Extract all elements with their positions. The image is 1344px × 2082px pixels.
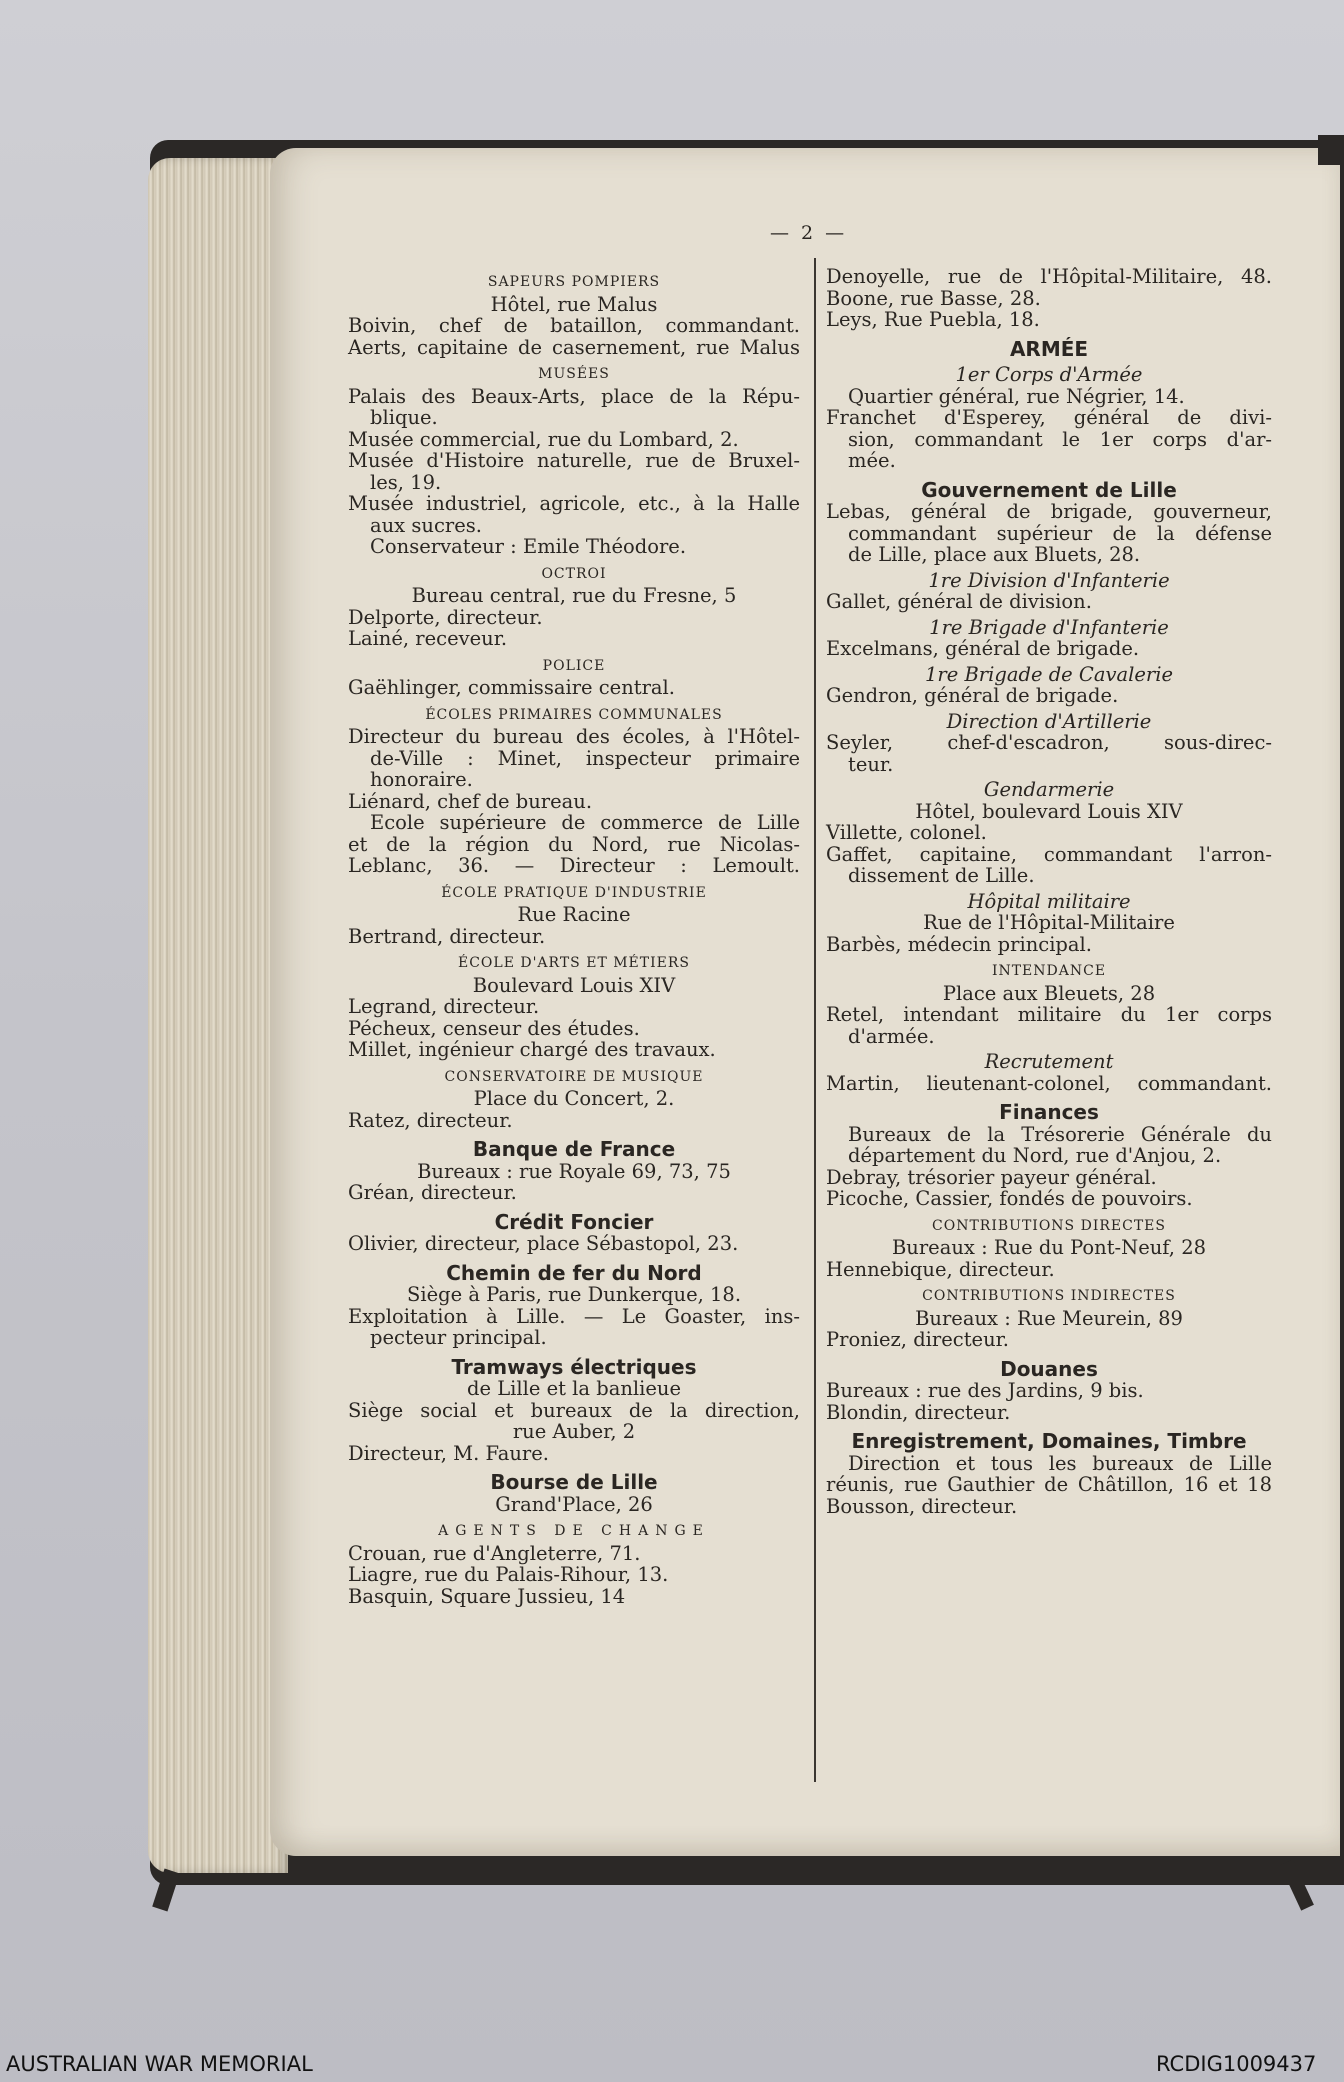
left-column-line: de Lille et la banlieue xyxy=(466,1377,682,1400)
right-column-line: Franchet d'Esperey, général de divi- xyxy=(826,406,1272,429)
left-column-line: Gaëhlinger, commissaire central. xyxy=(348,676,675,699)
left-column-line: Tramways électriques xyxy=(451,1354,697,1379)
right-column-line: Rue de l'Hôpital-Militaire xyxy=(923,911,1175,934)
left-column-line: Exploitation à Lille. — Le Goaster, ins- xyxy=(348,1304,800,1328)
left-column-line: Millet, ingénieur chargé des travaux. xyxy=(348,1038,716,1061)
right-column-line: Excelmans, général de brigade. xyxy=(826,637,1140,660)
right-column-line: Retel, intendant militaire du 1er corps xyxy=(826,1003,1272,1026)
left-column-line: OCTROI xyxy=(541,565,607,582)
right-column-line: 1er Corps d'Armée xyxy=(955,363,1143,386)
right-column-line: Villette, colonel. xyxy=(826,821,987,844)
left-column-line: blique. xyxy=(370,406,438,429)
left-column-line: Gréan, directeur. xyxy=(348,1181,517,1204)
left-column-line: Directeur du bureau des écoles, à l'Hôtel- xyxy=(348,725,800,748)
left-column-line: ÉCOLE D'ARTS ET MÉTIERS xyxy=(457,955,690,971)
right-column-line: dissement de Lille. xyxy=(848,864,1035,887)
left-column-line: Rue Racine xyxy=(517,903,631,926)
right-column-line: Seyler, chef-d'escadron, sous-direc- xyxy=(826,731,1272,754)
left-column-line: Musée d'Histoire naturelle, rue de Bruxel- xyxy=(348,449,800,472)
right-column-line: Hôpital militaire xyxy=(967,889,1131,913)
left-column-line: Boivin, chef de bataillon, commandant. xyxy=(348,314,800,337)
left-column-line: Place du Concert, 2. xyxy=(473,1087,675,1110)
right-column-line: INTENDANCE xyxy=(991,963,1107,979)
left-column-line: Hôtel, rue Malus xyxy=(490,292,658,316)
right-column-line: Quartier général, rue Négrier, 14. xyxy=(848,384,1185,408)
left-column-line: ÉCOLE PRATIQUE D'INDUSTRIE xyxy=(441,884,707,901)
left-column-line: Banque de France xyxy=(472,1137,676,1161)
right-column-line: Gouvernement de Lille xyxy=(921,477,1177,502)
left-column-line: Ecole supérieure de commerce de Lille xyxy=(370,811,800,834)
left-column-line: SAPEURS POMPIERS xyxy=(487,274,661,290)
left-column-line: rue Auber, 2 xyxy=(512,1420,636,1443)
right-column-line: Direction et tous les bureaux de Lille xyxy=(848,1451,1272,1475)
left-column-line: Bourse de Lille xyxy=(490,1470,658,1494)
left-column-line: Boulevard Louis XIV xyxy=(472,973,676,997)
right-column-line: Hennebique, directeur. xyxy=(826,1257,1055,1281)
left-column-line: Aerts, capitaine de casernement, rue Malus xyxy=(348,335,800,359)
right-column-line: Leys, Rue Puebla, 18. xyxy=(826,308,1040,331)
right-column-line: Douanes xyxy=(1000,1356,1098,1381)
right-column-line: Place aux Bleuets, 28 xyxy=(942,981,1156,1005)
left-column-line: Grand'Place, 26 xyxy=(495,1492,653,1516)
right-column-line: 1re Brigade de Cavalerie xyxy=(925,662,1173,686)
right-column-line: mée. xyxy=(848,449,896,472)
right-column-line: Bureaux : Rue du Pont-Neuf, 28 xyxy=(891,1236,1207,1259)
right-column-line: Proniez, directeur. xyxy=(826,1328,1010,1351)
right-column-line: Boone, rue Basse, 28. xyxy=(826,286,1041,310)
left-column xyxy=(348,266,800,1607)
left-column-line: MUSÉES xyxy=(538,366,610,382)
left-column-line: Bertrand, directeur. xyxy=(348,924,546,948)
left-column-line: Ratez, directeur. xyxy=(348,1108,513,1132)
left-column-line: Pécheux, censeur des études. xyxy=(348,1016,640,1040)
right-column-line: Blondin, directeur. xyxy=(826,1400,1011,1424)
left-column-line: les, 19. xyxy=(370,470,442,494)
left-column-line: Palais des Beaux-Arts, place de la Répu- xyxy=(348,384,800,408)
left-column-line: Liénard, chef de bureau. xyxy=(348,789,593,813)
right-column-line: Bureaux de la Trésorerie Générale du xyxy=(848,1122,1272,1146)
left-column-line: Basquin, Square Jussieu, 14 xyxy=(348,1584,626,1608)
page-edges xyxy=(148,158,288,1873)
right-column-line: 1re Brigade d'Infanterie xyxy=(929,615,1169,639)
right-column-line: Bureaux : Rue Meurein, 89 xyxy=(915,1306,1183,1330)
right-column-line: teur. xyxy=(848,752,894,776)
left-column-line: et de la région du Nord, rue Nicolas- xyxy=(348,832,800,856)
footer-id: RCDIG1009437 xyxy=(1156,2052,1317,2076)
right-column-line: Lebas, général de brigade, gouverneur, xyxy=(826,500,1272,523)
right-column-line: 1re Division d'Infanterie xyxy=(928,568,1170,592)
left-column-line: Chemin de fer du Nord xyxy=(446,1260,702,1285)
right-column-line: Direction d'Artillerie xyxy=(946,709,1152,733)
right-column-line: Gallet, général de division. xyxy=(826,590,1092,613)
right-column-line: Recrutement xyxy=(984,1050,1114,1073)
right-column-line: ARMÉE xyxy=(1009,336,1089,361)
right-column xyxy=(826,266,1272,1517)
left-column-line: Musée industriel, agricole, etc., à la Halle xyxy=(348,492,800,515)
right-column-line: sion, commandant le 1er corps d'ar- xyxy=(848,427,1272,451)
left-column-line: AGENTS DE CHANGE xyxy=(438,1523,710,1539)
left-column-line: Leblanc, 36. — Directeur : Lemoult. xyxy=(348,854,800,877)
right-column-line: commandant supérieur de la défense xyxy=(848,521,1272,545)
right-column-line: Enregistrement, Domaines, Timbre xyxy=(851,1429,1247,1453)
right-column-line: Picoche, Cassier, fondés de pouvoirs. xyxy=(826,1187,1193,1210)
footer-credit: AUSTRALIAN WAR MEMORIAL xyxy=(6,2052,313,2076)
left-column-line: Lainé, receveur. xyxy=(348,627,508,650)
left-column-line: Siège à Paris, rue Dunkerque, 18. xyxy=(406,1283,742,1306)
right-column-line: Bousson, directeur. xyxy=(826,1494,1018,1518)
left-column-line: Conservateur : Emile Théodore. xyxy=(370,535,687,558)
left-column-line: Olivier, directeur, place Sébastopol, 23. xyxy=(348,1232,739,1255)
page-number: — 2 — xyxy=(770,222,848,244)
right-column-line: Denoyelle, rue de l'Hôpital-Militaire, 48. xyxy=(826,265,1272,288)
left-column-line: de-Ville : Minet, inspecteur primaire xyxy=(370,746,800,770)
left-column-line: ÉCOLES PRIMAIRES COMMUNALES xyxy=(425,706,723,723)
right-column-line: CONTRIBUTIONS DIRECTES xyxy=(932,1217,1166,1234)
left-column-line: Bureaux : rue Royale 69, 73, 75 xyxy=(417,1159,731,1183)
right-column-line: Bureaux : rue des Jardins, 9 bis. xyxy=(826,1379,1144,1402)
left-column-line: Siège social et bureaux de la direction, xyxy=(348,1398,800,1422)
right-column-line: d'armée. xyxy=(848,1024,935,1048)
left-column-line: CONSERVATOIRE DE MUSIQUE xyxy=(444,1068,704,1085)
left-column-line: Directeur, M. Faure. xyxy=(348,1441,549,1465)
left-column-line: Crédit Foncier xyxy=(494,1209,654,1234)
left-column-line: pecteur principal. xyxy=(370,1326,547,1349)
right-column-line: CONTRIBUTIONS INDIRECTES xyxy=(922,1288,1176,1304)
cover-corner xyxy=(1318,135,1344,165)
left-column-line: Bureau central, rue du Fresne, 5 xyxy=(411,584,737,607)
left-column-line: Crouan, rue d'Angleterre, 71. xyxy=(348,1541,641,1565)
right-column-line: département du Nord, rue d'Anjou, 2. xyxy=(848,1144,1222,1167)
right-column-line: Gendron, général de brigade. xyxy=(826,684,1119,707)
left-column-line: Delporte, directeur. xyxy=(348,605,543,629)
right-column-line: de Lille, place aux Bluets, 28. xyxy=(848,543,1141,566)
right-column-line: Finances xyxy=(999,1100,1099,1124)
left-column-line: honoraire. xyxy=(370,768,473,791)
right-column-line: réunis, rue Gauthier de Châtillon, 16 et 18 xyxy=(826,1473,1272,1496)
left-column-line: Legrand, directeur. xyxy=(348,995,540,1018)
left-column-line: POLICE xyxy=(542,657,606,674)
left-column-line: aux sucres. xyxy=(370,513,482,537)
column-divider xyxy=(814,258,816,1782)
right-column-line: Barbès, médecin principal. xyxy=(826,932,1092,956)
left-column-line: Liagre, rue du Palais-Rihour, 13. xyxy=(348,1563,669,1586)
right-column-line: Gendarmerie xyxy=(983,778,1115,801)
right-column-line: Hôtel, boulevard Louis XIV xyxy=(915,799,1183,823)
right-column-line: Gaffet, capitaine, commandant l'arron- xyxy=(826,842,1272,866)
right-column-line: Debray, trésorier payeur général. xyxy=(826,1165,1157,1189)
right-column-line: Martin, lieutenant-colonel, commandant. xyxy=(826,1071,1272,1095)
left-column-line: Musée commercial, rue du Lombard, 2. xyxy=(348,427,739,451)
